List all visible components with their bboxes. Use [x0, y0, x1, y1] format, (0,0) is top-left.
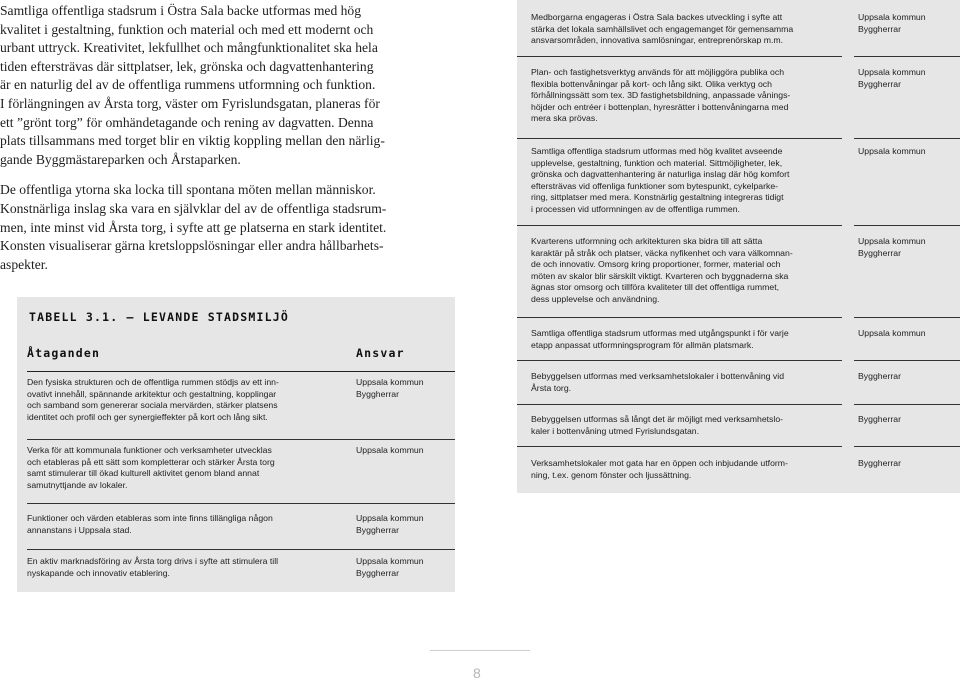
table-row-commitment: Kvarterens utformning och arkitekturen ska bidra till att sätta karaktär på stråk och platser, väcka nyfikenhet och vara välkomnan- de och innovativ. Omsorg kring proportioner, former, material och möten av skalor blir särskilt viktigt. Kvarteren och byggnaderna ska ägnas stor omsorg och tillföra kvaliteter till det offentliga rummet, dess upplevelse och användning. — [531, 236, 793, 304]
commitments-table-right — [517, 0, 960, 493]
row-divider — [854, 360, 960, 361]
table-row-responsible: Uppsala kommun Byggherrar — [356, 556, 424, 578]
table-row-commitment: En aktiv marknadsföring av Årsta torg drivs i syfte att stimulera till nyskapande och innovativ etablering. — [27, 556, 279, 578]
page-number: 8 — [473, 665, 481, 681]
row-divider — [854, 225, 960, 226]
commitments-table-left — [17, 297, 455, 592]
row-divider — [27, 439, 455, 440]
row-divider — [854, 446, 960, 447]
table-row-commitment: Funktioner och värden etableras som inte finns tillängliga någon annanstans i Uppsala stad. — [27, 513, 273, 535]
paragraph-1: Samtliga offentliga stadsrum i Östra Sala backe utformas med hög kvalitet i gestaltning, funktion och material och med ett modernt och urbant uttryck. Kreativitet, lekfullhet och mångfunktionalitet ska hela tiden eftersträvas där sittplatser, lek, grönska och dagvattenhantering är en naturlig del av de offentliga rummens utformning och funktion. I förlängningen av Årsta torg, väster om Fyrislundsgatan, planeras för ett ”grönt torg” för omhändetagande och rening av dagvatten. Denna plats tillsammans med torget blir en viktig koppling mellan den närlig- gande Byggmästareparken och Årstaparken. — [0, 3, 385, 167]
table-row-responsible: Uppsala kommun Byggherrar — [356, 513, 424, 535]
row-divider — [517, 225, 842, 226]
table-row-responsible: Byggherrar — [858, 414, 901, 424]
row-divider — [517, 360, 842, 361]
table-row-commitment: Verksamhetslokaler mot gata har en öppen och inbjudande utform- ning, t.ex. genom fönster och ljussättning. — [531, 458, 788, 480]
table-row-responsible: Uppsala kommun Byggherrar — [858, 12, 926, 34]
column-header-responsible: Ansvar — [356, 346, 405, 360]
table-row-commitment: Bebyggelsen utformas så långt det är möjligt med verksamhetslo- kaler i bottenvåning utmed Fyrislundsgatan. — [531, 414, 784, 436]
table-row-responsible: Uppsala kommun Byggherrar — [858, 67, 926, 89]
row-divider — [854, 56, 960, 57]
table-row-commitment: Plan- och fastighetsverktyg används för att möjliggöra publika och flexibla bottenvåningar på kort- och lång sikt. Olika verktyg och förhållningssätt som tex. 3D fastighetsbildning, anpassade vånings- höjder och entréer i bottenplan, hyresrätter i bottenvåningarna med mera ska prövas. — [531, 67, 791, 124]
row-divider — [854, 138, 960, 139]
table-row-commitment: Bebyggelsen utformas med verksamhetslokaler i bottenvåning vid Årsta torg. — [531, 371, 785, 393]
table-row-commitment: Samtliga offentliga stadsrum utformas med hög kvalitet avseende upplevelse, gestaltning, funktion och material. Sittmöjligheter, lek, grönska och dagvattenhantering är naturliga inslag där hög komfort eftersträvas vid offenliga funktioner som bytespunkt, cykelparke- ring, sittplatser med mera. Konstnärlig gestaltning integreras tidigt i processen vid utformningen av de offentliga rummen. — [531, 146, 790, 214]
paragraph-2: De offentliga ytorna ska locka till spontana möten mellan människor. Konstnärliga inslag ska vara en självklar del av de offentliga stadsrum- men, inte minst vid Årsta torg, i syfte att ge platserna en stark identitet. Konsten visualiserar gärna kretsloppslösningar eller andra hållbarhets- aspekter. — [0, 182, 387, 272]
table-row-responsible: Uppsala kommun — [356, 445, 424, 455]
row-divider — [517, 446, 842, 447]
row-divider — [27, 503, 455, 504]
row-divider — [27, 549, 455, 550]
table-row-responsible: Byggherrar — [858, 458, 901, 468]
body-text — [0, 2, 452, 286]
table-row-responsible: Uppsala kommun Byggherrar — [356, 377, 424, 399]
table-row-commitment: Verka för att kommunala funktioner och verksamheter utvecklas och etableras på ett sätt som kompletterar och stärker Årsta torg samt stimulerar till ökad kulturell aktivitet genom bland annat samutnyttjande av lokaler. — [27, 445, 275, 490]
table-row-commitment: Samtliga offentliga stadsrum utformas med utgångspunkt i för varje etapp anpassat utformningsprogram för allmän platsmark. — [531, 328, 789, 350]
table-row-responsible: Uppsala kommun Byggherrar — [858, 236, 926, 258]
table-title: TABELL 3.1. — LEVANDE STADSMILJÖ — [29, 310, 289, 324]
row-divider — [517, 404, 842, 405]
row-divider — [517, 317, 842, 318]
table-row-commitment: Medborgarna engageras i Östra Sala backes utveckling i syfte att stärka det lokala samhällslivet och engagemanget för gemensamma ansvarsområden, innovativa samlösningar, entreprenörskap m.m. — [531, 12, 794, 46]
row-divider — [517, 138, 842, 139]
table-row-responsible: Byggherrar — [858, 371, 901, 381]
table-row-commitment: Den fysiska strukturen och de offentliga rummen stödjs av ett inn- ovativt innehåll, spännande arkitektur och gestaltning, kopplingar och samband som genererar sociala mervärden, stärker platsens identitet och profil och ger synergieffekter på kort och lång sikt. — [27, 377, 279, 422]
row-divider — [854, 317, 960, 318]
row-divider — [517, 56, 842, 57]
table-row-responsible: Uppsala kommun — [858, 328, 926, 338]
footer-divider — [430, 650, 530, 651]
column-header-commitments: Åtaganden — [27, 346, 101, 360]
row-divider — [854, 404, 960, 405]
table-row-responsible: Uppsala kommun — [858, 146, 926, 156]
header-divider — [27, 371, 455, 372]
